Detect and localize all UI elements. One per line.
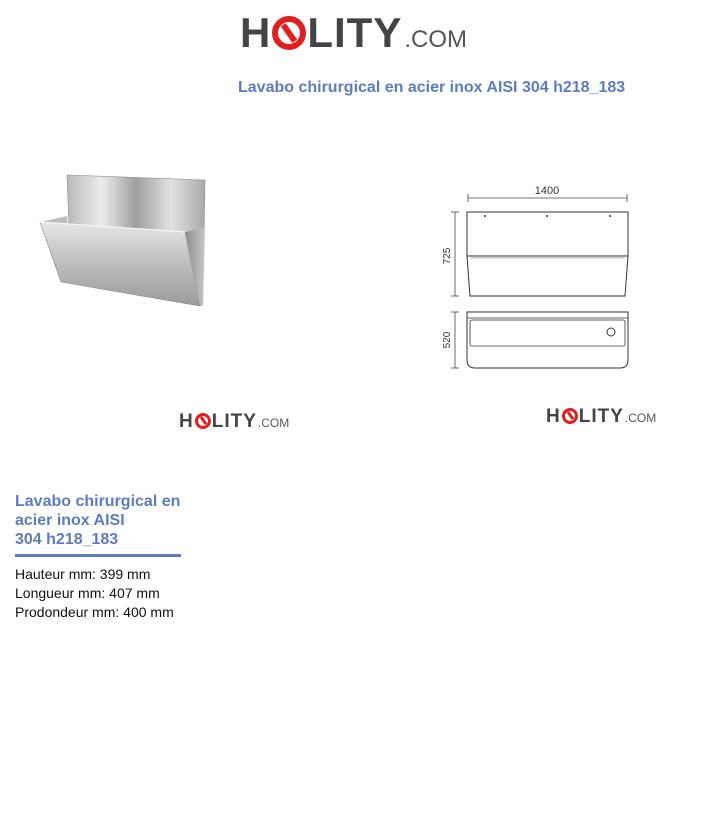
logo-letter-h: H — [546, 406, 561, 427]
logo-letters: LITY — [211, 411, 257, 432]
logo-letter-h: H — [240, 9, 272, 56]
spec-depth: Prodondeur mm: 400 mm — [15, 604, 174, 620]
logo-com: .COM — [257, 416, 290, 430]
logo-com: .COM — [624, 411, 657, 425]
holity-logo[interactable] — [240, 9, 468, 56]
height-dimension: 725 — [442, 247, 453, 265]
product-title-line: Lavabo chirurgical en — [15, 493, 181, 510]
depth-dimension: 520 — [442, 331, 453, 349]
logo-o-icon — [562, 408, 578, 424]
spec-length: Longueur mm: 407 mm — [15, 585, 160, 601]
logo-o-icon — [272, 16, 306, 50]
width-dimension: 1400 — [534, 185, 560, 197]
technical-drawing — [435, 178, 635, 376]
logo-o-icon — [195, 413, 211, 429]
page-title: Lavabo chirurgical en acier inox AISI 304 h218_183 — [238, 79, 626, 96]
spec-height: Hauteur mm: 399 mm — [15, 566, 151, 582]
product-photo — [15, 170, 215, 315]
product-title — [15, 492, 195, 549]
product-title-line: acier inox AISI — [15, 512, 125, 529]
holity-logo-small — [546, 406, 656, 426]
product-title-line: 304 h218_183 — [15, 531, 119, 548]
logo-letters: LITY — [578, 406, 624, 427]
logo-letter-h: H — [179, 411, 194, 432]
holity-logo-small — [179, 411, 289, 431]
logo-com: .COM — [404, 26, 468, 53]
title-divider — [15, 554, 181, 557]
logo-letters: LITY — [307, 9, 403, 56]
